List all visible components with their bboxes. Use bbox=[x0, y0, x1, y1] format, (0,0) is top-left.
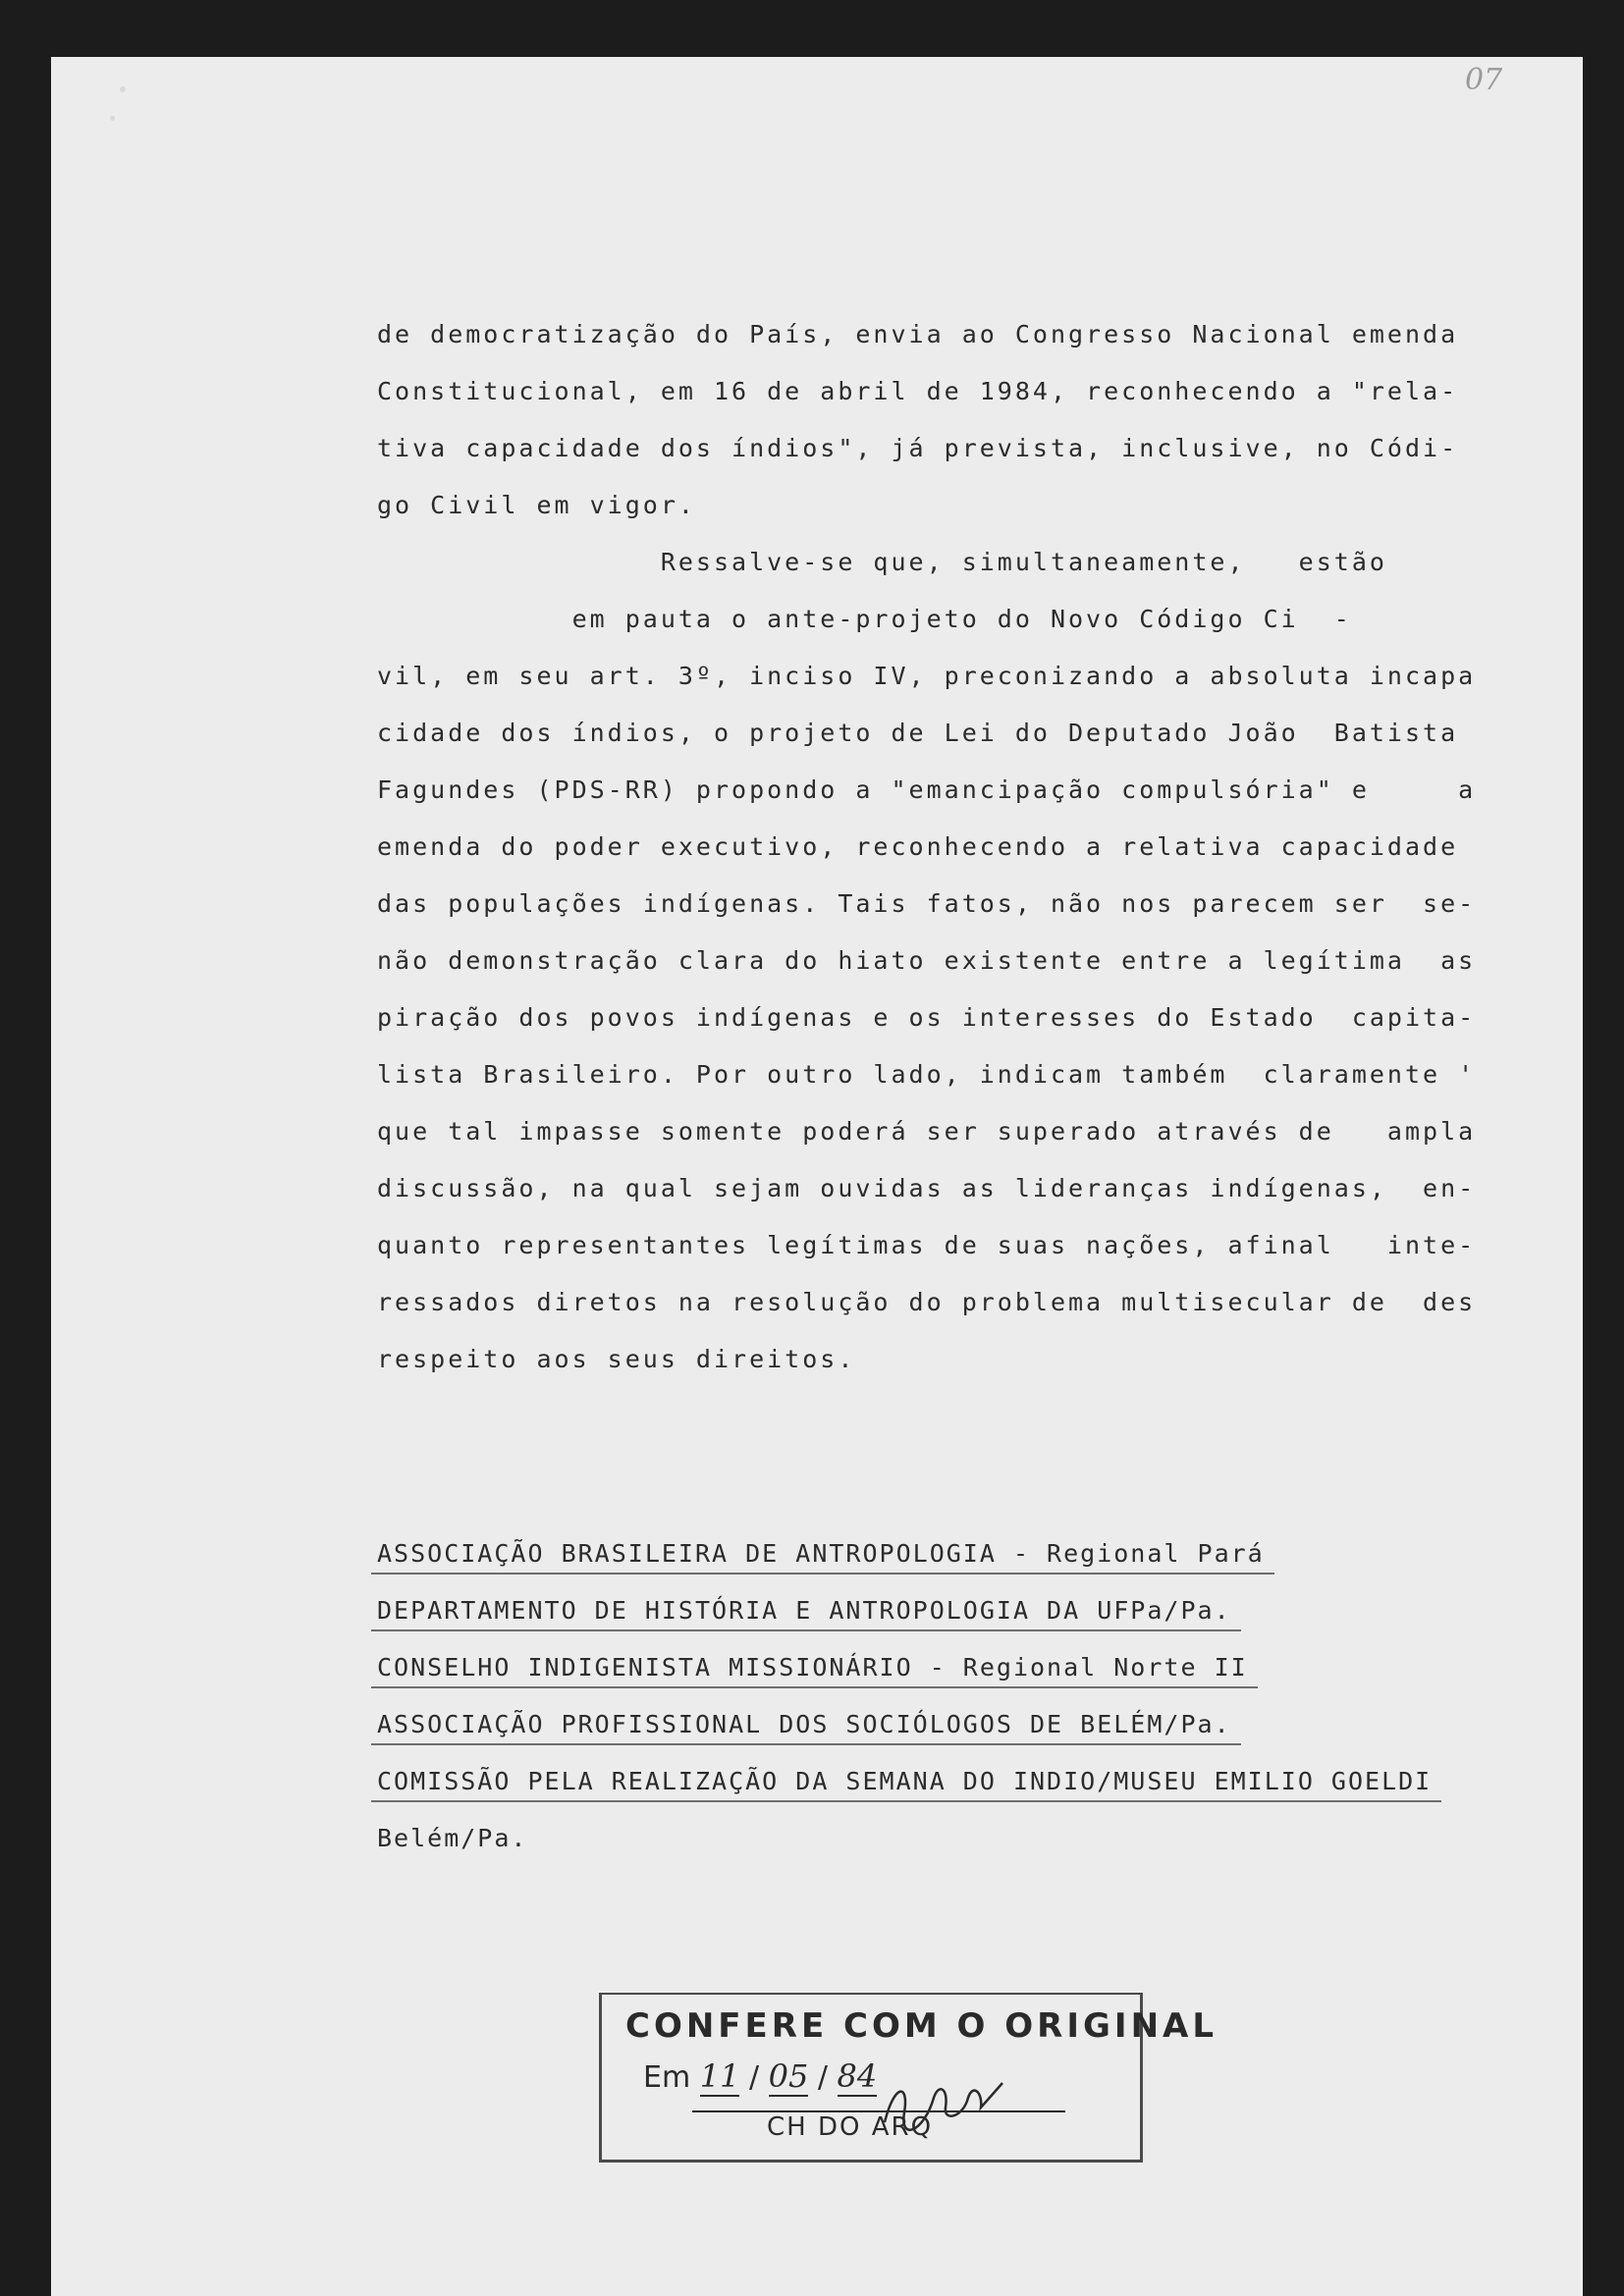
text-line: não demonstração clara do hiato existente entre a legítima as bbox=[377, 946, 1477, 975]
text-line: quanto representantes legítimas de suas nações, afinal inte- bbox=[377, 1231, 1477, 1259]
signatory-line: ASSOCIAÇÃO BRASILEIRA DE ANTROPOLOGIA - Regional Pará bbox=[377, 1539, 1265, 1568]
text-line: Ressalve-se que, simultaneamente, estão bbox=[377, 548, 1387, 576]
signatory-line: CONSELHO INDIGENISTA MISSIONÁRIO - Regional Norte II bbox=[377, 1653, 1248, 1682]
text-line: discussão, na qual sejam ouvidas as lideranças indígenas, en- bbox=[377, 1174, 1477, 1202]
stamp-year: 84 bbox=[837, 2057, 878, 2095]
text-line: que tal impasse somente poderá ser superado através de ampla bbox=[377, 1117, 1477, 1146]
text-line: emenda do poder executivo, reconhecendo a relativa capacidade bbox=[377, 832, 1459, 861]
stamp-month: 05 bbox=[768, 2057, 809, 2095]
text-line: lista Brasileiro. Por outro lado, indicam também claramente ' bbox=[377, 1060, 1477, 1089]
conference-stamp bbox=[599, 1993, 1218, 2163]
signatory-line: DEPARTAMENTO DE HISTÓRIA E ANTROPOLOGIA DA UFPa/Pa. bbox=[377, 1596, 1231, 1625]
stamp-date-prefix: Em bbox=[643, 2060, 691, 2095]
signatory-line: COMISSÃO PELA REALIZAÇÃO DA SEMANA DO INDIO/MUSEU EMILIO GOELDI bbox=[377, 1767, 1433, 1795]
text-line: vil, em seu art. 3º, inciso IV, preconizando a absoluta incapa bbox=[377, 662, 1477, 690]
text-line: em pauta o ante-projeto do Novo Código Ci - bbox=[377, 605, 1352, 633]
text-line: respeito aos seus direitos. bbox=[377, 1345, 856, 1373]
text-line: tiva capacidade dos índios", já prevista, inclusive, no Códi- bbox=[377, 434, 1459, 462]
scan-speck bbox=[120, 86, 126, 92]
handwritten-signature-icon bbox=[875, 2063, 1012, 2142]
stamp-day: 11 bbox=[699, 2057, 740, 2095]
text-line: cidade dos índios, o projeto de Lei do Deputado João Batista bbox=[377, 719, 1459, 747]
page-number: 07 bbox=[1465, 63, 1503, 97]
text-line: Fagundes (PDS-RR) propondo a "emancipação compulsória" e a bbox=[377, 775, 1477, 804]
stamp-footer: CH DO ARQ bbox=[767, 2112, 934, 2142]
document-page bbox=[51, 57, 1583, 2296]
signatory-line: ASSOCIAÇÃO PROFISSIONAL DOS SOCIÓLOGOS DE BELÉM/Pa. bbox=[377, 1710, 1231, 1738]
scan-speck bbox=[110, 116, 115, 121]
text-line: piração dos povos indígenas e os interesses do Estado capita- bbox=[377, 1003, 1477, 1032]
signatory-line: Belém/Pa. bbox=[377, 1824, 528, 1852]
stamp-title: CONFERE COM O ORIGINAL bbox=[625, 2006, 1218, 2046]
text-line: de democratização do País, envia ao Congresso Nacional emenda bbox=[377, 320, 1459, 348]
text-line: Constitucional, em 16 de abril de 1984, reconhecendo a "rela- bbox=[377, 377, 1459, 405]
text-line: ressados diretos na resolução do problema multisecular de des bbox=[377, 1288, 1477, 1316]
text-line: das populações indígenas. Tais fatos, não nos parecem ser se- bbox=[377, 889, 1477, 918]
text-line: go Civil em vigor. bbox=[377, 491, 696, 519]
stamp-date: Em 11 / 05 / 84 bbox=[643, 2057, 878, 2095]
